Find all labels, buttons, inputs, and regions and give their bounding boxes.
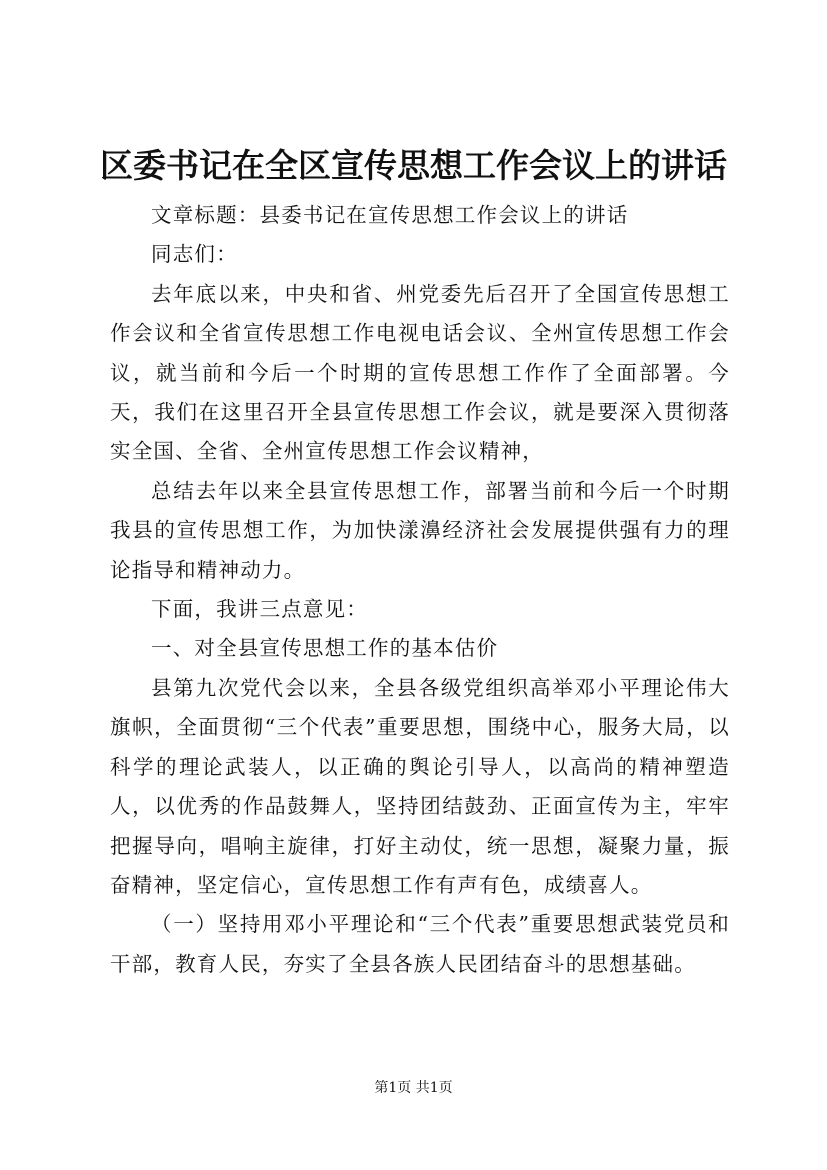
- subsection-heading: （一）坚持用邓小平理论和“三个代表”重要思想武装党员和干部，教育人民，夯实了全县各族人民团结奋斗的思想基础。: [110, 912, 730, 976]
- paragraph: 下面，我讲三点意见：: [151, 597, 368, 622]
- document-body: [110, 196, 730, 984]
- article-title-line: 文章标题：县委书记在宣传思想工作会议上的讲话: [151, 203, 629, 227]
- salutation: 同志们：: [151, 242, 238, 267]
- paragraph: 去年底以来，中央和省、州党委先后召开了全国宣传思想工作会议和全省宣传思想工作电视电话会议、全州宣传思想工作会议，就当前和今后一个时期的宣传思想工作作了全面部署。今天，我们在这里召开全县宣传思想工作会议，就是要深入贯彻落实全国、全省、全州宣传思想工作会议精神，: [110, 281, 730, 464]
- page-footer: 第1页 共1页: [374, 1080, 453, 1096]
- section-heading: 一、对全县宣传思想工作的基本估价: [151, 636, 499, 661]
- paragraph: 县第九次党代会以来，全县各级党组织高举邓小平理论伟大旗帜，全面贯彻“三个代表”重要思想，围绕中心，服务大局，以科学的理论武装人，以正确的舆论引导人，以高尚的精神塑造人，以优秀的作品鼓舞人，坚持团结鼓劲、正面宣传为主，牢牢把握导向，唱响主旋律，打好主动仗，统一思想，凝聚力量，振奋精神，坚定信心，宣传思想工作有声有色，成绩喜人。: [110, 675, 730, 897]
- paragraph: 总结去年以来全县宣传思想工作，部署当前和今后一个时期我县的宣传思想工作，为加快漾濞经济社会发展提供强有力的理论指导和精神动力。: [110, 478, 730, 582]
- document-title: 区委书记在全区宣传思想工作会议上的讲话: [100, 146, 727, 185]
